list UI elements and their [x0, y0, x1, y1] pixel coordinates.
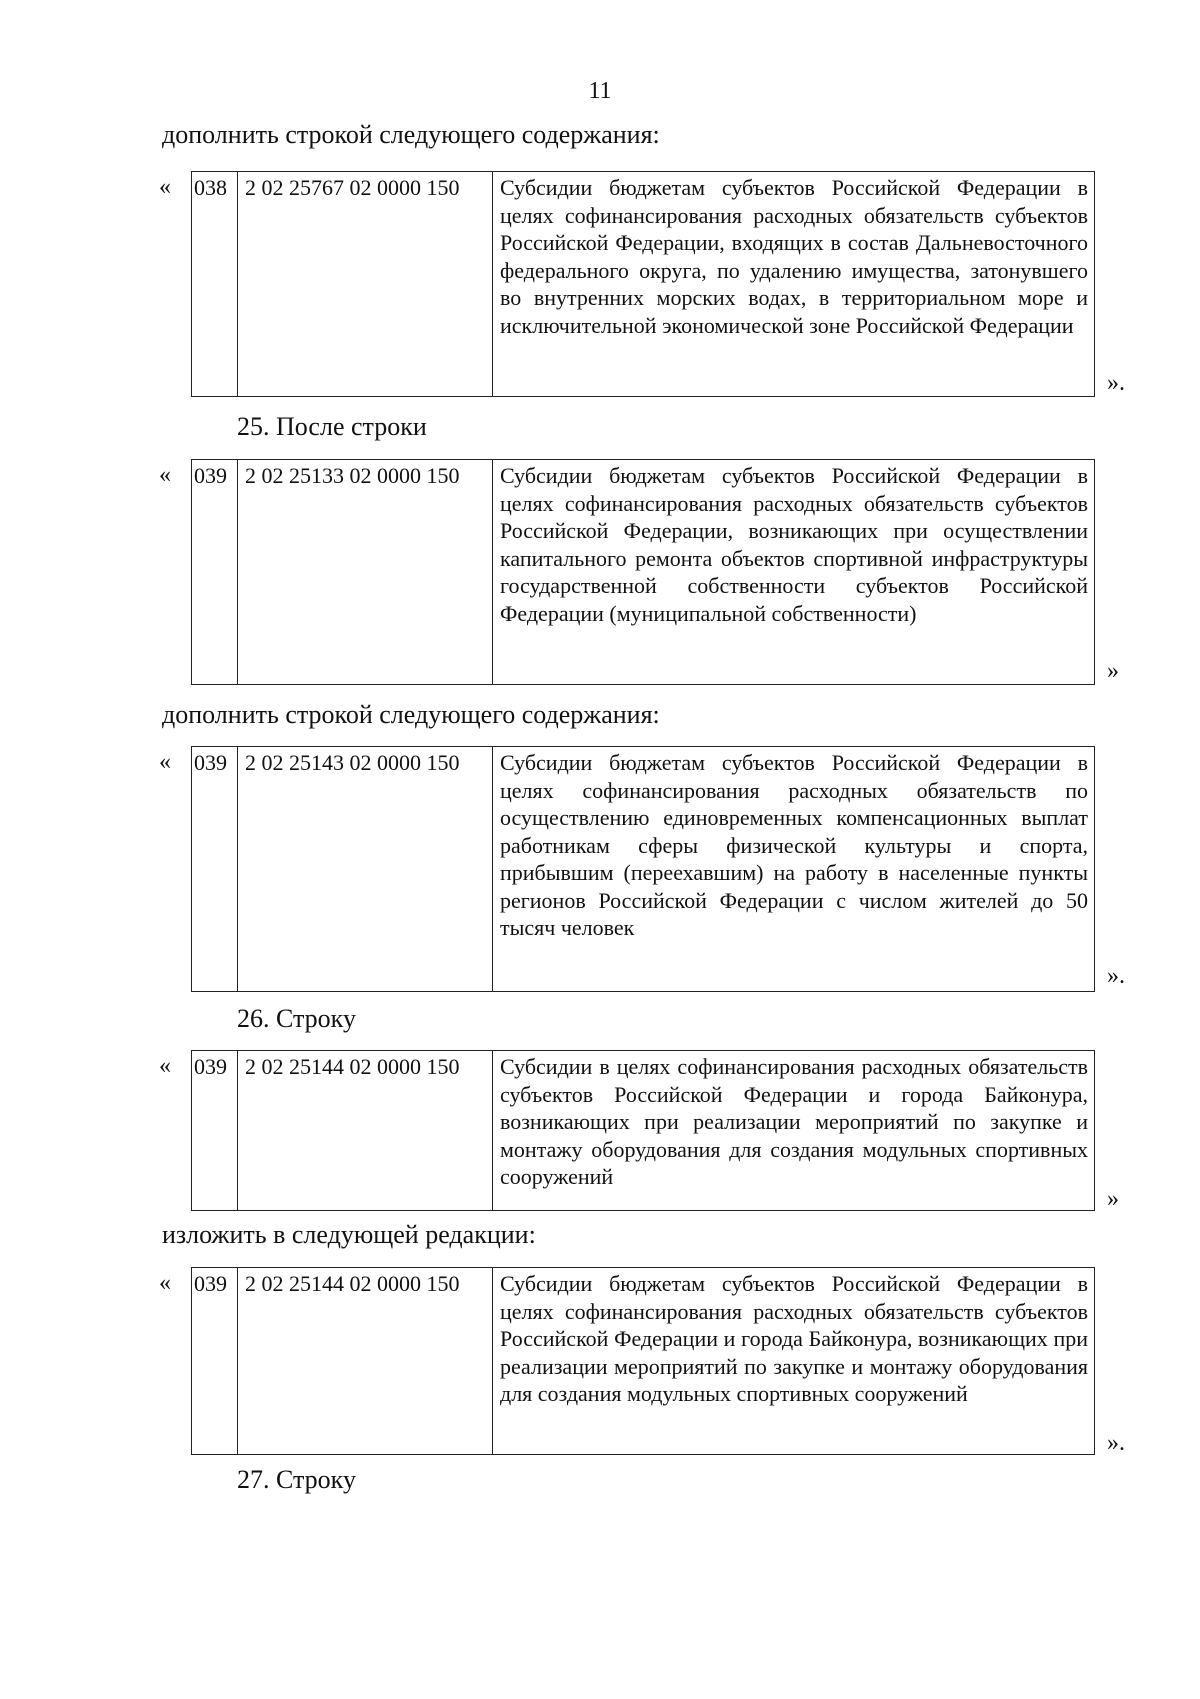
closing-quote: » — [1107, 658, 1119, 684]
table-row — [192, 1051, 1095, 1211]
admin-code-cell: 039 — [192, 1268, 238, 1455]
paragraph-instruction: дополнить строкой следующего содержания: — [162, 120, 660, 149]
opening-quote: « — [159, 749, 171, 775]
revenue-name-cell: Субсидии бюджетам субъектов Российской Федерации в целях софинансирования расходных обязательств субъектов Российской Федерации и города Байконура, возникающих при реализации мероприятий по закупке и монтажу оборудования для создания модульных спортивных сооружений — [493, 1268, 1095, 1455]
table-row — [192, 747, 1095, 992]
admin-code-cell: 038 — [192, 172, 238, 397]
paragraph-item-25: 25. После строки — [237, 412, 427, 441]
revenue-code-cell: 2 02 25133 02 0000 150 — [238, 460, 493, 685]
budget-code-table — [191, 171, 1095, 397]
paragraph-item-26: 26. Строку — [237, 1004, 356, 1033]
revenue-code-cell: 2 02 25767 02 0000 150 — [238, 172, 493, 397]
paragraph-instruction: дополнить строкой следующего содержания: — [162, 700, 660, 729]
closing-quote: ». — [1107, 1430, 1125, 1456]
closing-quote: ». — [1107, 963, 1125, 989]
opening-quote: « — [159, 462, 171, 488]
paragraph-instruction: изложить в следующей редакции: — [162, 1220, 536, 1249]
revenue-name-cell: Субсидии бюджетам субъектов Российской Федерации в целях софинансирования расходных обязательств по осуществлению единовременных компенсационных выплат работникам сферы физической культуры и спорта, прибывшим (переехавшим) на работу в населенные пункты регионов Российской Федерации с числом жителей до 50 тысяч человек — [493, 747, 1095, 992]
revenue-name-cell: Субсидии бюджетам субъектов Российской Федерации в целях софинансирования расходных обязательств субъектов Российской Федерации, возникающих при осуществлении капитального ремонта объектов спортивной инфраструктуры государственной собственности субъектов Российской Федерации (муниципальной собственности) — [493, 460, 1095, 685]
budget-code-table — [191, 1267, 1095, 1455]
admin-code-cell: 039 — [192, 747, 238, 992]
revenue-code-cell: 2 02 25143 02 0000 150 — [238, 747, 493, 992]
opening-quote: « — [159, 1053, 171, 1079]
opening-quote: « — [159, 1270, 171, 1296]
revenue-code-cell: 2 02 25144 02 0000 150 — [238, 1051, 493, 1211]
closing-quote: » — [1107, 1186, 1119, 1212]
budget-code-table — [191, 1050, 1095, 1211]
budget-code-table — [191, 746, 1095, 992]
admin-code-cell: 039 — [192, 1051, 238, 1211]
table-row — [192, 172, 1095, 397]
page-number: 11 — [588, 78, 612, 104]
paragraph-item-27: 27. Строку — [237, 1465, 356, 1494]
table-row — [192, 1268, 1095, 1455]
closing-quote: ». — [1107, 370, 1125, 396]
budget-code-table — [191, 459, 1095, 685]
opening-quote: « — [159, 174, 171, 200]
revenue-name-cell: Субсидии бюджетам субъектов Российской Федерации в целях софинансирования расходных обязательств субъектов Российской Федерации, входящих в состав Дальневосточного федерального округа, по удалению имущества, затонувшего во внутренних морских водах, в территориальном море и исключительной экономической зоне Российской Федерации — [493, 172, 1095, 397]
admin-code-cell: 039 — [192, 460, 238, 685]
revenue-code-cell: 2 02 25144 02 0000 150 — [238, 1268, 493, 1455]
table-row — [192, 460, 1095, 685]
revenue-name-cell: Субсидии в целях софинансирования расходных обязательств субъектов Российской Федерации и города Байконура, возникающих при реализации мероприятий по закупке и монтажу оборудования для создания модульных спортивных сооружений — [493, 1051, 1095, 1211]
